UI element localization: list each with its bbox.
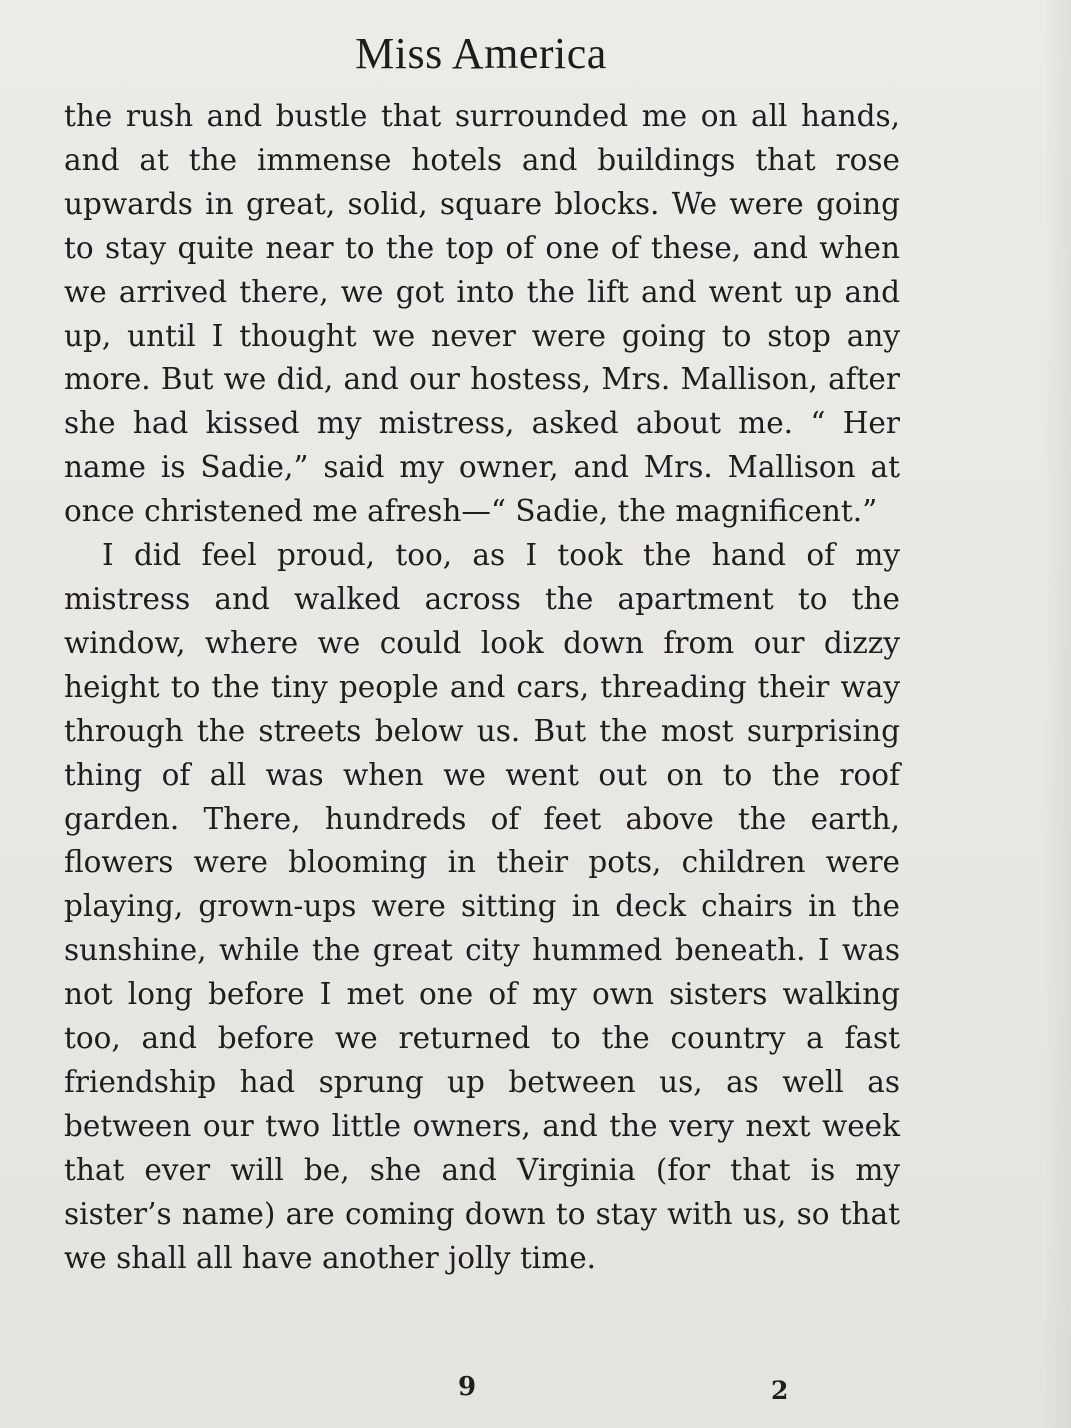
page-edge-shadow bbox=[1043, 0, 1071, 1428]
page-number: 9 bbox=[458, 1372, 477, 1402]
body-text bbox=[64, 95, 900, 1280]
paragraph-1: the rush and bustle that surrounded me on all hands, and at the immense hotels and buildings that rose upwards in great, solid, square blocks. We were going to stay quite near to the top of one of these, and when we arrived there, we got into the lift and went up and up, until I thought we never were going to stop any more. But we did, and our hostess, Mrs. Mallison, after she had kissed my mistress, asked about me. “ Her name is Sadie,” said my owner, and Mrs. Mallison at once christened me afresh—“ Sadie, the magnificent.” bbox=[64, 99, 900, 529]
running-head-title: Miss America bbox=[355, 29, 607, 78]
signature-mark: 2 bbox=[771, 1376, 789, 1405]
paragraph-2: I did feel proud, too, as I took the hand of my mistress and walked across the apartment to the window, where we could look down from our dizzy height to the tiny people and cars, threading their way through the streets below us. But the most surprising thing of all was when we went out on to the roof garden. There, hundreds of feet above the earth, flowers were blooming in their pots, children were playing, grown-ups were sitting in deck chairs in the sunshine, while the great city hummed beneath. I was not long before I met one of my own sisters walking too, and before we returned to the country a fast friendship had sprung up between us, as well as between our two little owners, and the very next week that ever will be, she and Virginia (for that is my sister’s name) are coming down to stay with us, so that we shall all have another jolly time. bbox=[64, 538, 900, 1275]
